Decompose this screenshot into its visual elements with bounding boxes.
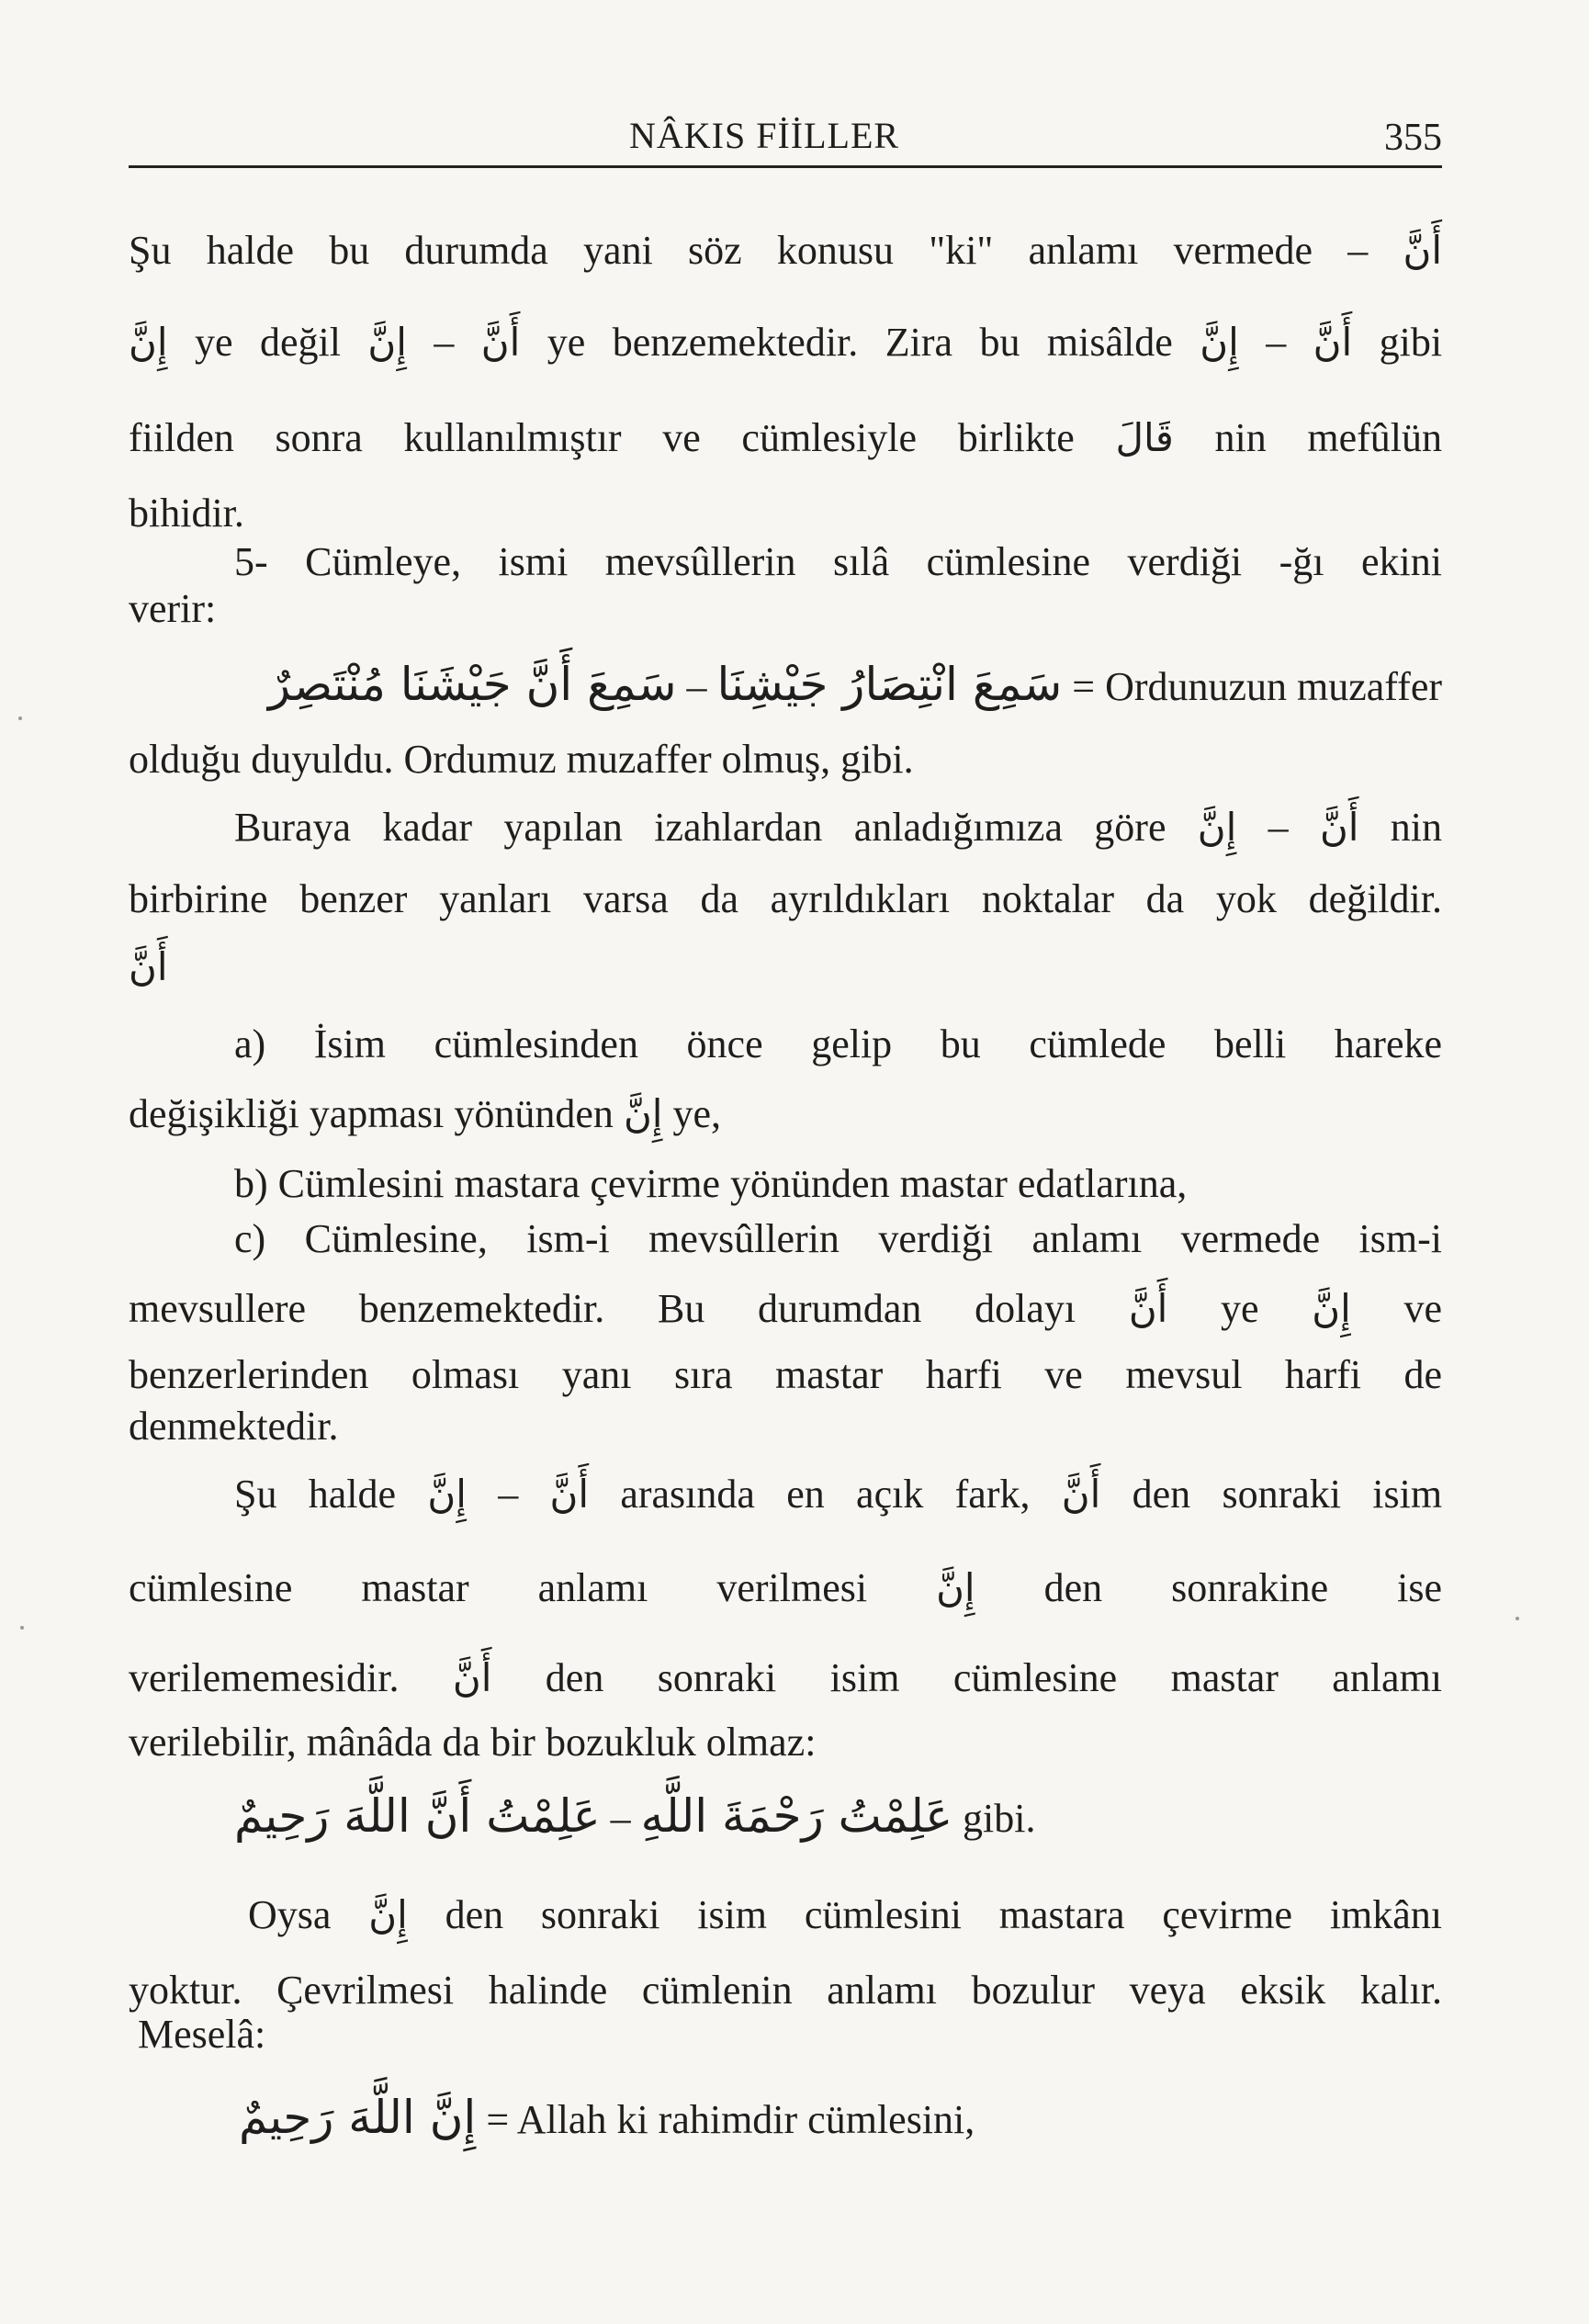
text-line: değişikliği yapması yönünden إِنَّ ye, (129, 1089, 721, 1139)
text-line: Şu halde إِنَّ – أَنَّ arasında en açık fark, أَنَّ den sonraki isim (234, 1470, 1442, 1519)
text-line: عَلِمْتُ أَنَّ اللَّهَ رَحِيمٌ – عَلِمْتُ رَحْمَةَ اللَّهِ gibi. (234, 1789, 1036, 1843)
text-line: 5- Cümleye, ismi mevsûllerin sılâ cümlesine verdiği -ğı ekini (234, 539, 1442, 584)
scan-speck (1516, 1617, 1519, 1620)
list-item: c) Cümlesine, ism-i mevsûllerin verdiği anlamı vermede ism-i (234, 1216, 1442, 1261)
text-line: Buraya kadar yapılan izahlardan anladığımıza göre إِنَّ – أَنَّ nin (234, 803, 1442, 852)
arabic-anne-heading: أَنَّ (129, 944, 168, 989)
running-title: NÂKIS FİİLLER (629, 115, 900, 156)
arabic-inne: إِنَّ (1200, 320, 1239, 365)
arabic-anne: أَنَّ (1313, 320, 1353, 365)
text-line: verir: (129, 586, 217, 631)
text-line: cümlesine mastar anlamı verilmesi إِنَّ den sonrakine ise (129, 1563, 1442, 1613)
arabic-anne: أَنَّ (549, 1472, 590, 1517)
arabic-anne: أَنَّ (1061, 1472, 1101, 1517)
arabic-inne: إِنَّ (427, 1472, 467, 1517)
text-line: Şu halde bu durumda yani söz konusu "ki" anlamı vermede – أَنَّ (129, 226, 1442, 276)
text-line: إِنَّ اللَّهَ رَحِيمٌ = Allah ki rahimdir cümlesini, (239, 2091, 975, 2144)
arabic-inne: إِنَّ (1312, 1286, 1351, 1331)
text-line: denmektedir. (129, 1404, 339, 1449)
arabic-inne: إِنَّ (129, 320, 168, 365)
page-number: 355 (1384, 117, 1442, 159)
text-line: verilebilir, mânâda da bir bozukluk olmaz: (129, 1720, 817, 1765)
text-line: benzerlerinden olması yanı sıra mastar harfi ve mevsul harfi de (129, 1352, 1442, 1397)
text-line: yoktur. Çevrilmesi halinde cümlenin anlamı bozulur veya eksik kalır. (129, 1968, 1442, 2013)
list-item: a) İsim cümlesinden önce gelip bu cümlede belli hareke (234, 1021, 1442, 1066)
text-line: Oysa إِنَّ den sonraki isim cümlesini mastara çevirme imkânı (248, 1890, 1442, 1940)
text-line: fiilden sonra kullanılmıştır ve cümlesiyle birlikte قَالَ nin mefûlün (129, 413, 1442, 463)
arabic-inne: إِنَّ (367, 320, 407, 365)
arabic-anne: أَنَّ (480, 320, 521, 365)
arabic-inne: إِنَّ (1197, 805, 1237, 850)
arabic-anne: أَنَّ (452, 1655, 492, 1700)
text-line: إِنَّ ye değil إِنَّ – أَنَّ ye benzemektedir. Zira bu misâlde إِنَّ – أَنَّ gibi (129, 318, 1442, 367)
text-line: bihidir. (129, 491, 244, 536)
arabic-example-3: إِنَّ اللَّهَ رَحِيمٌ (239, 2091, 477, 2144)
arabic-inne: إِنَّ (368, 1892, 408, 1937)
page-header (129, 110, 1442, 168)
arabic-inne: إِنَّ (623, 1091, 663, 1136)
text-line (129, 942, 168, 992)
list-item: b) Cümlesini mastara çevirme yönünden mastar edatlarına, (234, 1161, 1188, 1206)
text-line: mevsullere benzemektedir. Bu durumdan dolayı أَنَّ ye إِنَّ ve (129, 1284, 1442, 1334)
arabic-anne: أَنَّ (1403, 228, 1442, 273)
text-line: سَمِعَ أَنَّ جَيْشَنَا مُنْتَصِرٌ – سَمِعَ انْتِصَارُ جَيْشِنَا = Ordunuzun muzaffer (267, 658, 1442, 711)
arabic-kale: قَالَ (1115, 415, 1174, 460)
arabic-inne: إِنَّ (936, 1565, 975, 1610)
arabic-anne: أَنَّ (1128, 1286, 1168, 1331)
text-line: birbirine benzer yanları varsa da ayrıldıkları noktalar da yok değildir. (129, 876, 1442, 921)
text-line: verilememesidir. أَنَّ den sonraki isim cümlesine mastar anlamı (129, 1653, 1442, 1703)
text-line: olduğu duyuldu. Ordumuz muzaffer olmuş, gibi. (129, 737, 914, 782)
text-line: Meselâ: (138, 2012, 266, 2057)
arabic-example-1a: سَمِعَ انْتِصَارُ جَيْشِنَا (716, 658, 1063, 711)
arabic-anne: أَنَّ (1319, 805, 1359, 850)
arabic-example-1b: سَمِعَ أَنَّ جَيْشَنَا مُنْتَصِرٌ (267, 658, 677, 711)
scan-speck (20, 1626, 24, 1630)
arabic-example-2a: عَلِمْتُ رَحْمَةَ اللَّهِ (640, 1789, 953, 1843)
arabic-example-2b: عَلِمْتُ أَنَّ اللَّهَ رَحِيمٌ (234, 1789, 601, 1843)
scan-speck (18, 716, 22, 720)
